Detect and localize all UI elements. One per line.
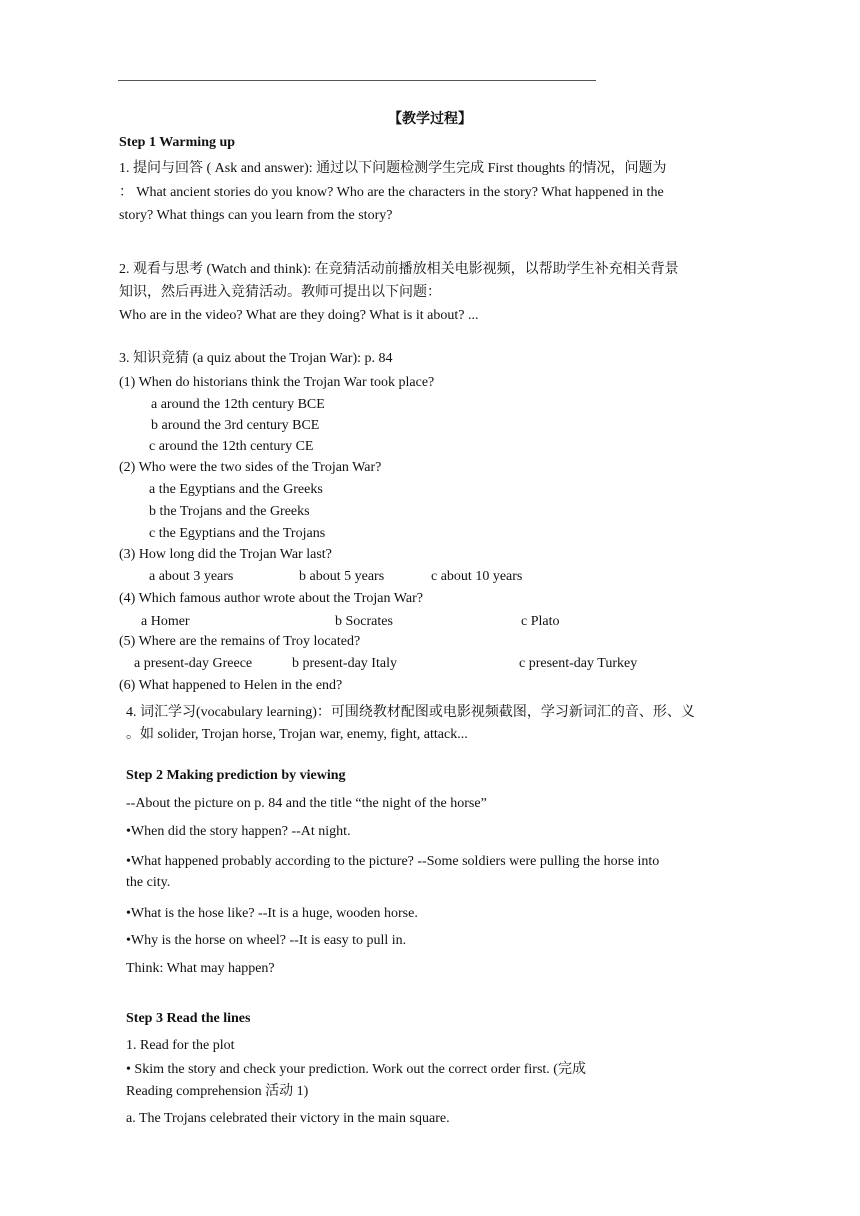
quiz-q2: (2) Who were the two sides of the Trojan War? bbox=[119, 460, 382, 475]
quiz-q2-option-c: c the Egyptians and the Trojans bbox=[149, 526, 326, 541]
quiz-q4-option-a: a Homer bbox=[141, 614, 190, 629]
quiz-q3-option-c: c about 10 years bbox=[431, 569, 523, 584]
step2-line3a: •What happened probably according to the picture? --Some soldiers were pulling the horse into bbox=[126, 854, 660, 869]
quiz-q3-option-b: b about 5 years bbox=[299, 569, 385, 584]
header-rule bbox=[118, 80, 596, 81]
quiz-q2-option-b: b the Trojans and the Greeks bbox=[149, 504, 310, 519]
step1-heading: Step 1 Warming up bbox=[119, 135, 236, 150]
step1-p2-line3: Who are in the video? What are they doing? What is it about? ... bbox=[119, 308, 479, 323]
quiz-q3-option-a: a about 3 years bbox=[149, 569, 234, 584]
quiz-q5-option-c: c present-day Turkey bbox=[519, 656, 638, 671]
step1-p1-line3: story? What things can you learn from the story? bbox=[119, 208, 393, 223]
step3-heading: Step 3 Read the lines bbox=[126, 1011, 251, 1026]
step3-line2a: • Skim the story and check your prediction. Work out the correct order first. (完成 bbox=[126, 1062, 586, 1077]
quiz-q4: (4) Which famous author wrote about the Trojan War? bbox=[119, 591, 423, 606]
quiz-q5-option-b: b present-day Italy bbox=[292, 656, 397, 671]
quiz-q1-option-b: b around the 3rd century BCE bbox=[151, 418, 320, 433]
step1-p1-line2: ： What ancient stories do you know? Who are the characters in the story? What happened in the bbox=[119, 185, 664, 200]
step3-line1: 1. Read for the plot bbox=[126, 1038, 235, 1053]
step2-line2: •When did the story happen? --At night. bbox=[126, 824, 351, 839]
step2-line6: Think: What may happen? bbox=[126, 961, 275, 976]
quiz-q5-option-a: a present-day Greece bbox=[134, 656, 253, 671]
step2-line1: --About the picture on p. 84 and the title “the night of the horse” bbox=[126, 796, 487, 811]
step1-p2-line2: 知识，然后再进入竞猜活动。教师可提出以下问题： bbox=[119, 285, 441, 300]
step2-line3b: the city. bbox=[126, 875, 171, 890]
page-title: 【教学过程】 bbox=[388, 112, 472, 127]
quiz-q1-option-a: a around the 12th century BCE bbox=[151, 397, 325, 412]
quiz-q4-option-b: b Socrates bbox=[335, 614, 393, 629]
step2-line5: •Why is the horse on wheel? --It is easy to pull in. bbox=[126, 933, 407, 948]
step2-line4: •What is the hose like? --It is a huge, wooden horse. bbox=[126, 906, 418, 921]
step1-p4-line1: 4. 词汇学习(vocabulary learning)：可围绕教材配图或电影视频截图，学习新词汇的音、形、义 bbox=[126, 705, 695, 720]
step1-p3: 3. 知识竞猜 (a quiz about the Trojan War): p. 84 bbox=[119, 351, 393, 366]
step2-heading: Step 2 Making prediction by viewing bbox=[126, 768, 346, 783]
quiz-q1-option-c: c around the 12th century CE bbox=[149, 439, 314, 454]
quiz-q1: (1) When do historians think the Trojan War took place? bbox=[119, 375, 435, 390]
step3-line2b: Reading comprehension 活动 1) bbox=[126, 1084, 309, 1099]
quiz-q4-option-c: c Plato bbox=[521, 614, 560, 629]
quiz-q3: (3) How long did the Trojan War last? bbox=[119, 547, 332, 562]
step1-p1-line1: 1. 提问与回答 ( Ask and answer): 通过以下问题检测学生完成 First thoughts 的情况，问题为 bbox=[119, 161, 667, 176]
step1-p2-line1: 2. 观看与思考 (Watch and think): 在竞猜活动前播放相关电影视频，以帮助学生补充相关背景 bbox=[119, 262, 679, 277]
step3-line3: a. The Trojans celebrated their victory in the main square. bbox=[126, 1111, 450, 1126]
step1-p4-line2: 。如 solider, Trojan horse, Trojan war, enemy, fight, attack... bbox=[126, 727, 468, 742]
quiz-q5: (5) Where are the remains of Troy located? bbox=[119, 634, 361, 649]
quiz-q6: (6) What happened to Helen in the end? bbox=[119, 678, 343, 693]
quiz-q2-option-a: a the Egyptians and the Greeks bbox=[149, 482, 323, 497]
